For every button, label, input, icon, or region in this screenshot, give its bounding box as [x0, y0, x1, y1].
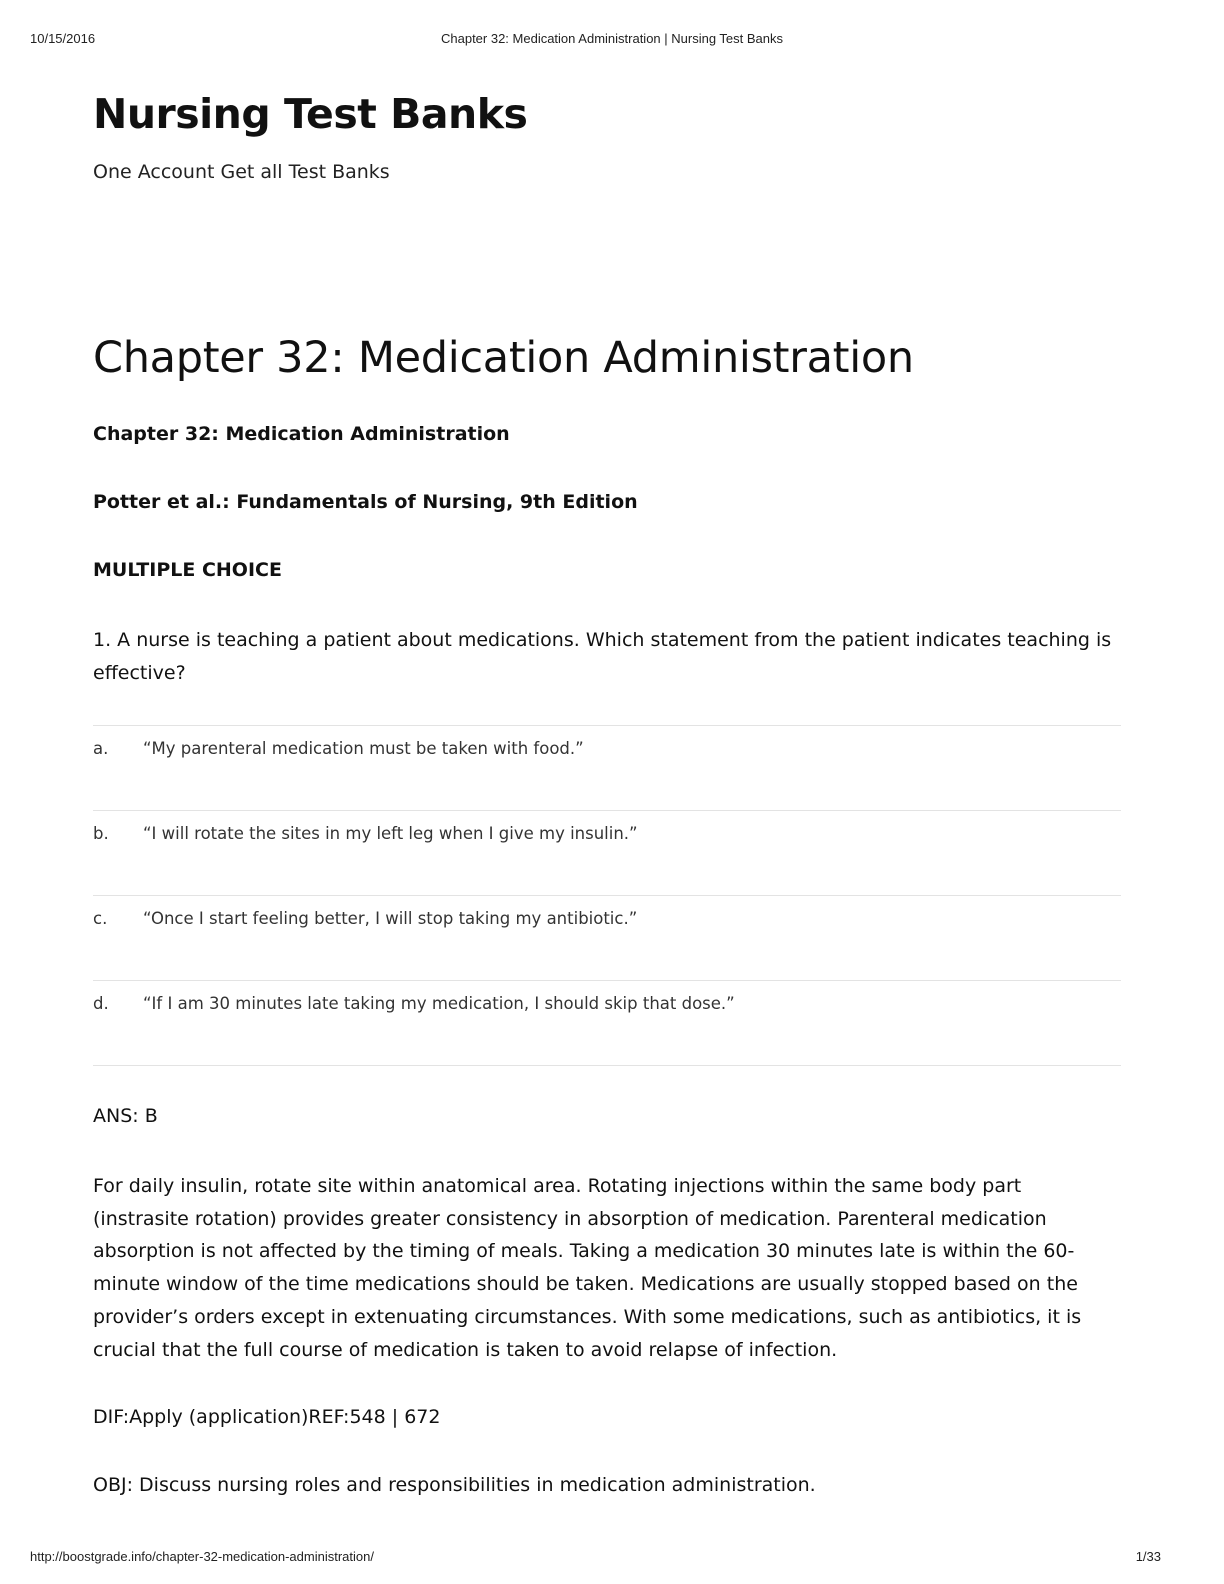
choice-text: “I will rotate the sites in my left leg when I give my insulin.” — [143, 824, 638, 843]
print-url: http://boostgrade.info/chapter-32-medication-administration/ — [30, 1549, 374, 1564]
choice-row — [93, 726, 1121, 811]
print-page-title: Chapter 32: Medication Administration | Nursing Test Banks — [440, 31, 784, 46]
choice-row — [93, 811, 1121, 896]
chapter-subtitle: Chapter 32: Medication Administration — [93, 423, 510, 445]
site-title-link[interactable]: Nursing Test Banks — [93, 90, 528, 138]
choice-text: “Once I start feeling better, I will stop taking my antibiotic.” — [143, 909, 638, 928]
objective-text: OBJ: Discuss nursing roles and responsibilities in medication administration. — [93, 1474, 816, 1496]
site-tagline: One Account Get all Test Banks — [93, 161, 390, 183]
choice-text: “My parenteral medication must be taken with food.” — [143, 739, 584, 758]
choice-row — [93, 896, 1121, 981]
choice-letter: a. — [93, 739, 109, 758]
print-footer — [0, 1549, 1224, 1567]
choice-letter: d. — [93, 994, 109, 1013]
choice-row — [93, 981, 1121, 1066]
page-title: Chapter 32: Medication Administration — [93, 333, 914, 383]
choice-text: “If I am 30 minutes late taking my medication, I should skip that dose.” — [143, 994, 735, 1013]
section-heading: MULTIPLE CHOICE — [93, 559, 282, 581]
choice-letter: c. — [93, 909, 108, 928]
print-page-number: 1/33 — [1135, 1549, 1161, 1564]
print-header — [0, 31, 1224, 49]
question-text: 1. A nurse is teaching a patient about medications. Which statement from the patient indicates teaching is effective? — [93, 629, 1112, 684]
difficulty-reference: DIF:Apply (application)REF:548 | 672 — [93, 1406, 441, 1428]
answer-choices — [93, 725, 1121, 1066]
book-source: Potter et al.: Fundamentals of Nursing, 9th Edition — [93, 491, 638, 513]
choice-letter: b. — [93, 824, 109, 843]
print-date: 10/15/2016 — [30, 31, 96, 46]
answer-key: ANS: B — [93, 1105, 158, 1127]
rationale-text: For daily insulin, rotate site within anatomical area. Rotating injections within the same body part (instrasite rotation) provides greater consistency in absorption of medication. Parenteral medication absorption is not affected by the timing of meals. Taking a medication 30 minutes late is within the 60-minute window of the time medications should be taken. Medications are usually stopped based on the provider’s orders except in extenuating circumstances. With some medications, such as antibiotics, it is crucial that the full course of medication is taken to avoid relapse of infection. — [93, 1175, 1082, 1361]
